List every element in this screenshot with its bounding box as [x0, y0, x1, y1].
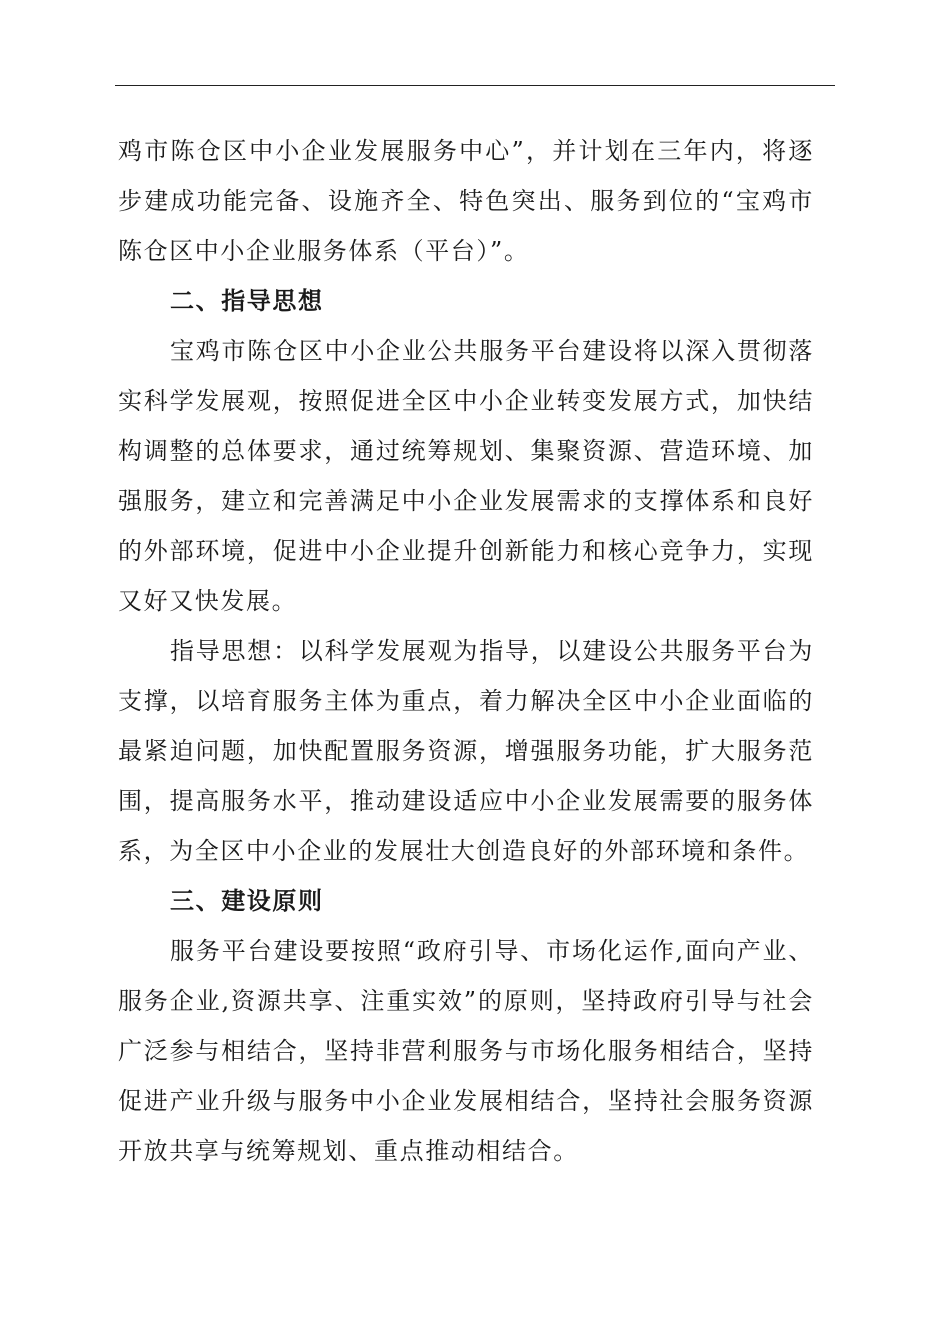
document-body — [118, 126, 814, 1176]
paragraph-guiding-ideology: 指导思想：以科学发展观为指导，以建设公共服务平台为支撑，以培育服务主体为重点，着力解决全区中小企业面临的最紧迫问题，加快配置服务资源，增强服务功能，扩大服务范围，提高服务水平，推动建设适应中小企业发展需要的服务体系，为全区中小企业的发展壮大创造良好的外部环境和条件。 — [118, 637, 814, 865]
paragraph-platform-construction: 宝鸡市陈仓区中小企业公共服务平台建设将以深入贯彻落实科学发展观，按照促进全区中小企业转变发展方式，加快结构调整的总体要求，通过统筹规划、集聚资源、营造环境、加强服务，建立和完善满足中小企业发展需求的支撑体系和良好的外部环境，促进中小企业提升创新能力和核心竞争力，实现又好又快发展。 — [118, 337, 814, 615]
paragraph-construction-principles: 服务平台建设要按照“政府引导、市场化运作,面向产业、服务企业,资源共享、注重实效”的原则，坚持政府引导与社会广泛参与相结合，坚持非营利服务与市场化服务相结合，坚持促进产业升级与服务中小企业发展相结合，坚持社会服务资源开放共享与统筹规划、重点推动相结合。 — [118, 937, 814, 1165]
section-heading-construction-principles: 三、建设原则 — [170, 887, 324, 915]
paragraph-intro-continued: 鸡市陈仓区中小企业发展服务中心”，并计划在三年内，将逐步建成功能完备、设施齐全、特色突出、服务到位的“宝鸡市陈仓区中小企业服务体系（平台）”。 — [118, 137, 814, 265]
section-heading-guiding-ideology: 二、指导思想 — [170, 287, 324, 315]
header-rule — [115, 85, 835, 86]
